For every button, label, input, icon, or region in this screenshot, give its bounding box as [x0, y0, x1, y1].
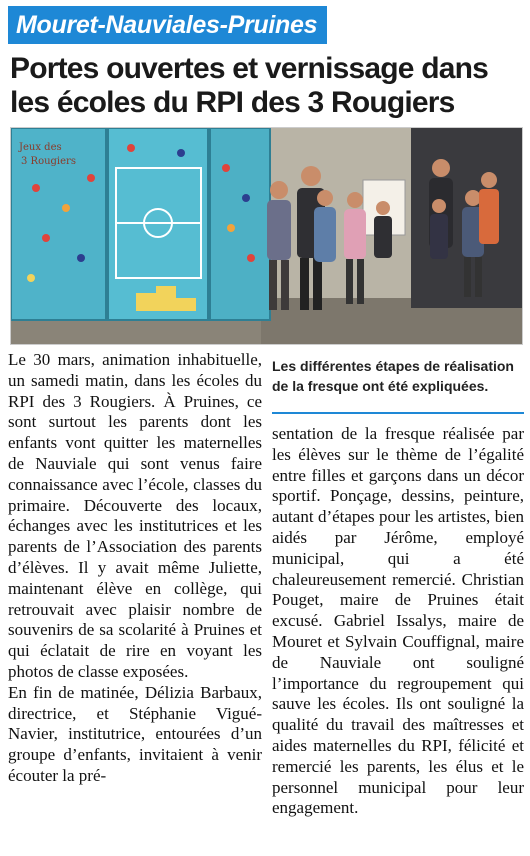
photo-caption: Les différentes étapes de réalisation de la fresque ont été expliquées.: [272, 358, 514, 394]
body-paragraph-2-start: En fin de matinée, Délizia Barbaux, directrice, et Stéphanie Vigué-Navier, institutrice, entourées d’un groupe d’enfants, invitaient à venir écouter la pré-: [8, 682, 262, 785]
section-kicker: Mouret-Nauviales-Pruines: [8, 6, 327, 44]
svg-text:3 Rougiers: 3 Rougiers: [21, 156, 76, 167]
mural-title: Jeux des: [19, 142, 62, 153]
body-paragraph-1: Le 30 mars, animation inhabituelle, un samedi matin, dans les écoles du RPI des 3 Rougiers. À Pruines, ce sont surtout les parents dont les enfants vont quitter les maternelles de Nauviale qui sont venus faire connaissance avec l’école, classes du primaire. Découverte des locaux, échanges avec les institutrices et les parents de l’Association des parents d’élèves. Il y avait même Juliette, maintenant élève en collège, qui retrouvait avec plaisir nombre de souvenirs de sa scolarité à Pruines et qui éclatait de rire en voyant les photos de classe exposées.: [8, 350, 262, 681]
article-headline: Portes ouvertes et vernissage dans les écoles du RPI des 3 Rougiers: [10, 52, 489, 119]
body-paragraph-2-end: sentation de la fresque réalisée par les élèves sur le thème de l’égalité entre filles et garçons dans un décor sportif. Ponçage, dessins, peinture, autant d’étapes pour les artistes, bien aidés par Jérôme, employé municipal, qui a été chaleureusement remercié. Christian Pouget, maire de Pruines était excusé. Gabriel Issalys, maire de Mouret et Sylvain Couffignal, maire de Nauviale ont souligné l’importance du regroupement qui sauve les écoles. Ils ont souligné la qualité du travail des maîtresses et aides maternelles du RPI, félicité et remercié les parents, les élus et le personnel municipal pour leur engagement.: [272, 424, 524, 818]
caption-divider: [272, 412, 524, 414]
article-photo: [10, 127, 523, 345]
article-column-2: [272, 424, 524, 819]
article-column-1: [8, 350, 262, 787]
photo-illustration: [11, 128, 523, 345]
